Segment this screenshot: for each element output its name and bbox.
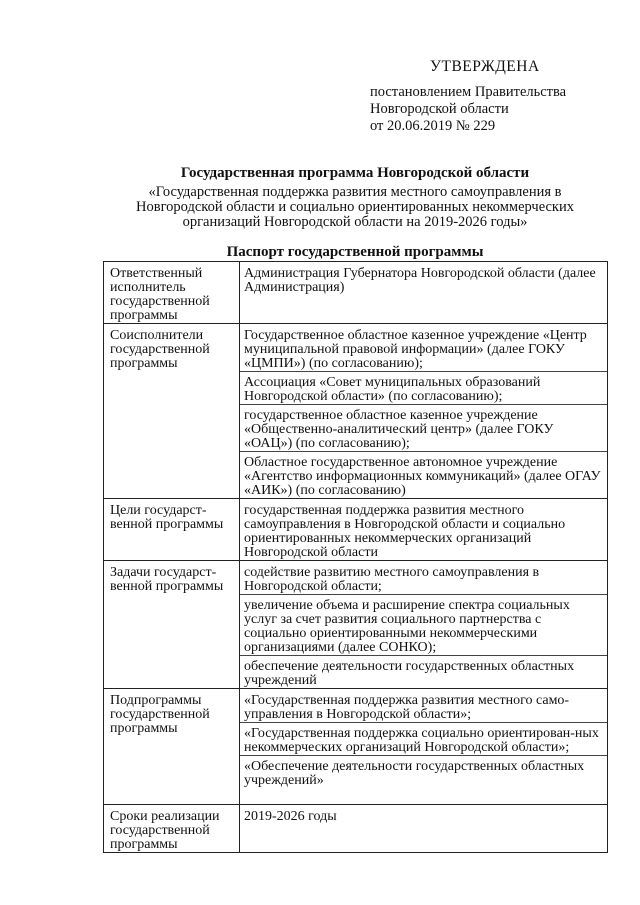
passport-table	[103, 261, 608, 853]
passport-title: Паспорт государственной программы	[226, 244, 484, 260]
program-title: Государственная программа Новгородской области	[180, 165, 530, 181]
table-row	[104, 689, 608, 805]
row-value	[240, 689, 608, 805]
approval-date-line: от 20.06.2019 № 229	[370, 118, 496, 134]
approval-block	[370, 58, 620, 135]
table-row	[104, 805, 608, 853]
table-row	[104, 499, 608, 561]
value-item: Ассоциация «Совет муниципальных образований Новгородской области» (по согласованию);	[240, 371, 607, 404]
row-label: Цели государст-венной программы	[104, 499, 240, 561]
program-subtitle: «Государственная поддержка развития местного самоуправления в Новгородской области и социально ориентированных некоммерческих организаций Новгородской области на 2019-2026 годы»	[136, 184, 574, 230]
value-item: Государственное областное казенное учреждение «Центр муниципальной правовой информации» (далее ГОКУ «ЦМПИ») (по согласованию);	[244, 328, 587, 371]
approval-line: постановлением Правительства	[370, 84, 567, 100]
row-value	[240, 499, 608, 561]
value-item: содействие развитию местного самоуправления в Новгородской области;	[244, 565, 540, 594]
row-label: Ответственный исполнитель государственной программы	[104, 262, 240, 324]
row-value	[240, 805, 608, 853]
table-row	[104, 324, 608, 499]
row-label: Подпрограммы государственной программы	[104, 689, 240, 805]
value-item: обеспечение деятельности государственных областных учреждений	[240, 655, 607, 688]
value-item: Администрация Губернатора Новгородской области (далее Администрация)	[244, 266, 596, 295]
approval-heading: УТВЕРЖДЕНА	[430, 58, 540, 75]
row-value	[240, 324, 608, 499]
row-value	[240, 262, 608, 324]
program-titles	[105, 166, 605, 260]
value-item: «Обеспечение деятельности государственных областных учреждений»	[240, 755, 607, 788]
row-label: Сроки реализации государственной программы	[104, 805, 240, 853]
value-item: Областное государственное автономное учреждение «Агентство информационных коммуникаций» (далее ОГАУ «АИК») (по согласованию)	[240, 451, 607, 498]
approval-line: Новгородской области	[370, 101, 509, 117]
row-label: Задачи государст-венной программы	[104, 561, 240, 689]
row-value	[240, 561, 608, 689]
value-item: государственная поддержка развития местного самоуправления в Новгородской области и социально ориентированных некоммерческих организаций Новгородской области	[244, 503, 566, 560]
table-row	[104, 262, 608, 324]
row-label: Соисполнители государственной программы	[104, 324, 240, 499]
value-item: «Государственная поддержка социально ориентирован-ных некоммерческих организаций Новгородской области»;	[240, 722, 607, 755]
value-item: увеличение объема и расширение спектра социальных услуг за счет развития социального партнерства с социально ориентированными некоммерческими организациями (далее СОНКО);	[240, 594, 607, 655]
value-item: государственное областное казенное учреждение «Общественно-аналитический центр» (далее ГОКУ «ОАЦ») (по согласованию);	[240, 404, 607, 451]
table-row	[104, 561, 608, 689]
value-item: 2019-2026 годы	[244, 809, 337, 824]
value-item: «Государственная поддержка развития местного само-управления в Новгородской области»;	[244, 693, 570, 722]
